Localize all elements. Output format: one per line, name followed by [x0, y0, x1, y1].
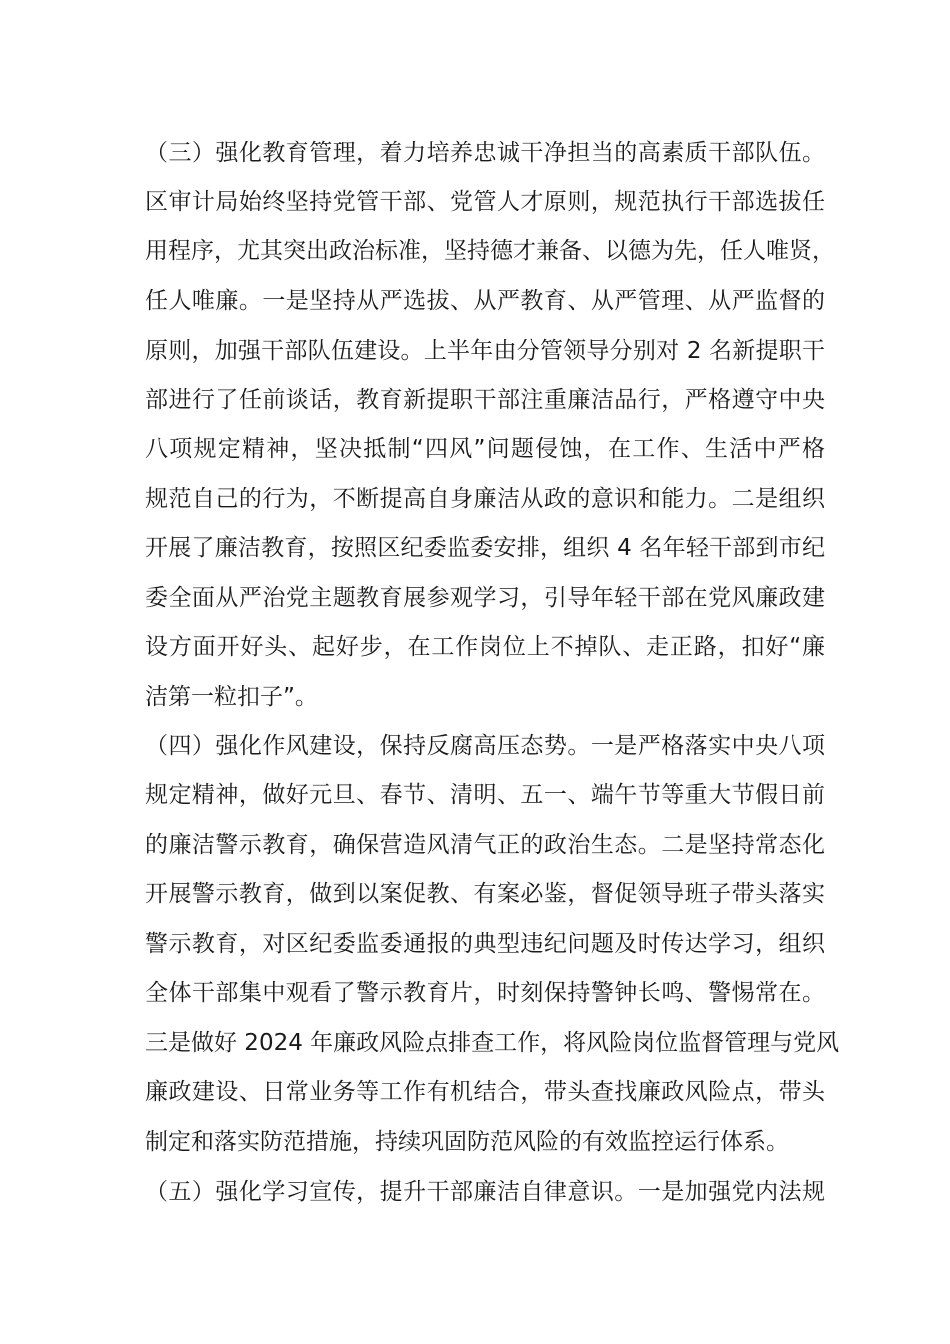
text-line: 开展了廉洁教育，按照区纪委监委安排，组织 4 名年轻干部到市纪: [145, 535, 825, 561]
text-line: 廉政建设、日常业务等工作有机结合，带头查找廉政风险点，带头: [145, 1079, 825, 1105]
text-line: 三是做好 2024 年廉政风险点排查工作，将风险岗位监督管理与党风: [145, 1030, 840, 1056]
text-line: 部进行了任前谈话，教育新提职干部注重廉洁品行，严格遵守中央: [145, 387, 825, 413]
text-line: 规范自己的行为，不断提高自身廉洁从政的意识和能力。二是组织: [145, 486, 825, 512]
text-line: 委全面从严治党主题教育展参观学习，引导年轻干部在党风廉政建: [145, 585, 825, 611]
text-line: 洁第一粒扣子”。: [145, 684, 318, 710]
text-line: （五）强化学习宣传，提升干部廉洁自律意识。一是加强党内法规: [145, 1179, 825, 1205]
text-line: 规定精神，做好元旦、春节、清明、五一、端午节等重大节假日前: [145, 782, 825, 808]
text-line: 全体干部集中观看了警示教育片，时刻保持警钟长鸣、警惕常在。: [145, 980, 825, 1006]
text-line: 开展警示教育，做到以案促教、有案必鉴，督促领导班子带头落实: [145, 881, 825, 907]
text-line: 任人唯廉。一是坚持从严选拔、从严教育、从严管理、从严监督的: [145, 288, 825, 314]
text-line: 的廉洁警示教育，确保营造风清气正的政治生态。二是坚持常态化: [145, 832, 825, 858]
text-line: 区审计局始终坚持党管干部、党管人才原则，规范执行干部选拔任: [145, 189, 825, 215]
text-line: （四）强化作风建设，保持反腐高压态势。一是严格落实中央八项: [145, 733, 825, 759]
text-line: 制定和落实防范措施，持续巩固防范风险的有效监控运行体系。: [145, 1129, 789, 1155]
text-line: 原则，加强干部队伍建设。上半年由分管领导分别对 2 名新提职干: [145, 338, 825, 364]
text-line: 八项规定精神，坚决抵制“四风”问题侵蚀，在工作、生活中严格: [145, 436, 825, 462]
text-line: （三）强化教育管理，着力培养忠诚干净担当的高素质干部队伍。: [145, 140, 825, 166]
text-line: 设方面开好头、起好步，在工作岗位上不掉队、走正路，扣好“廉: [145, 634, 825, 660]
text-line: 用程序，尤其突出政治标准，坚持德才兼备、以德为先，任人唯贤，: [145, 238, 835, 264]
text-line: 警示教育，对区纪委监委通报的典型违纪问题及时传达学习，组织: [145, 931, 825, 957]
